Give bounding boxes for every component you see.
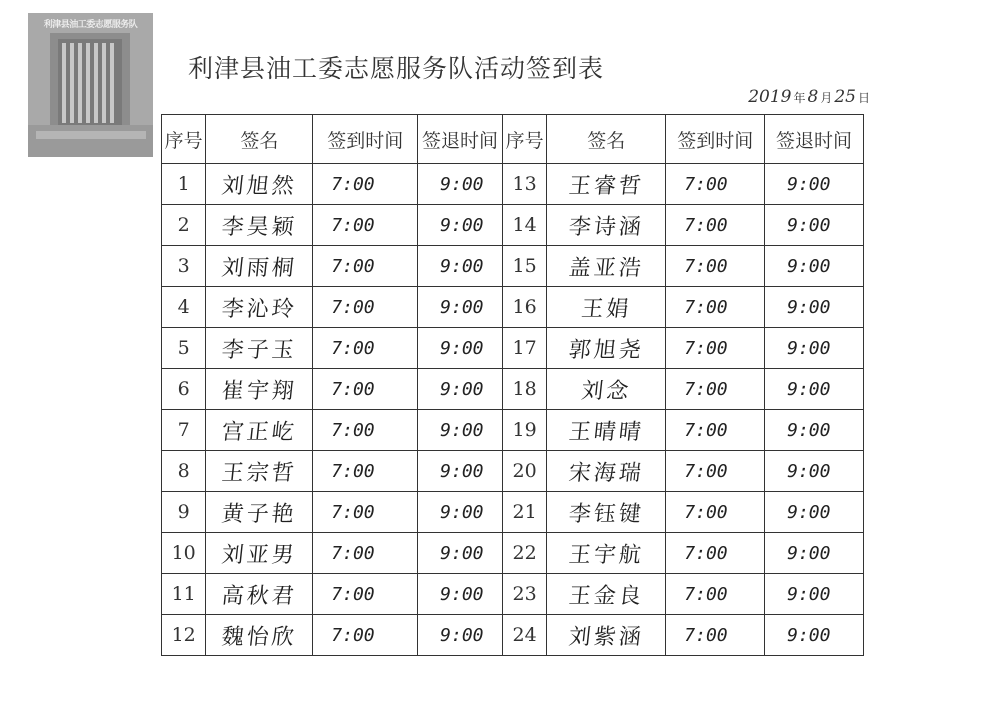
signature-cell: 刘旭然: [204, 164, 315, 205]
table-row: [162, 246, 864, 287]
serial-number-cell: 8: [162, 451, 206, 492]
checkin-time-cell: 7:00: [666, 287, 765, 328]
logo-caption: 利津县油工委志愿服务队: [43, 20, 138, 30]
checkin-time-cell: 7:00: [666, 246, 765, 287]
table-row: [162, 492, 864, 533]
serial-number-cell: 22: [502, 533, 546, 574]
serial-number-cell: 3: [162, 246, 206, 287]
checkin-time-cell: 7:00: [313, 574, 418, 615]
serial-number-cell: 19: [502, 410, 546, 451]
checkout-time-cell: 9:00: [765, 451, 864, 492]
checkout-time-cell: 9:00: [765, 164, 864, 205]
serial-number-cell: 20: [502, 451, 546, 492]
checkout-time-cell: 9:00: [765, 615, 864, 656]
date-year: 2019: [748, 87, 792, 107]
signature-cell: 王娟: [545, 287, 668, 328]
checkout-time-cell: 9:00: [765, 328, 864, 369]
checkin-time-cell: 7:00: [313, 246, 418, 287]
serial-number-cell: 1: [162, 164, 206, 205]
checkin-time-cell: 7:00: [313, 369, 418, 410]
signature-cell: 郭旭尧: [545, 328, 668, 369]
header-row: [162, 115, 864, 164]
serial-number-cell: 10: [162, 533, 206, 574]
table-row: [162, 451, 864, 492]
serial-number-cell: 21: [502, 492, 546, 533]
serial-number-cell: 2: [162, 205, 206, 246]
checkin-time-cell: 7:00: [313, 615, 418, 656]
signature-cell: 李诗涵: [545, 205, 668, 246]
checkin-time-cell: 7:00: [666, 205, 765, 246]
signature-cell: 李昊颖: [204, 205, 315, 246]
header-signature-left: 签名: [206, 115, 313, 164]
signature-cell: 王宗哲: [204, 451, 315, 492]
checkin-time-cell: 7:00: [666, 574, 765, 615]
checkout-time-cell: 9:00: [765, 369, 864, 410]
checkin-time-cell: 7:00: [666, 533, 765, 574]
serial-number-cell: 9: [162, 492, 206, 533]
checkout-time-cell: 9:00: [418, 451, 503, 492]
header-checkout-left: 签退时间: [418, 115, 503, 164]
header-no-left: 序号: [162, 115, 206, 164]
header-checkin-right: 签到时间: [666, 115, 765, 164]
checkin-time-cell: 7:00: [313, 451, 418, 492]
checkout-time-cell: 9:00: [765, 410, 864, 451]
checkin-time-cell: 7:00: [666, 369, 765, 410]
serial-number-cell: 7: [162, 410, 206, 451]
checkout-time-cell: 9:00: [418, 246, 503, 287]
checkin-time-cell: 7:00: [313, 287, 418, 328]
table-row: [162, 574, 864, 615]
page-title: 利津县油工委志愿服务队活动签到表: [188, 54, 605, 83]
date-month: 8: [807, 87, 819, 107]
checkin-time-cell: 7:00: [666, 451, 765, 492]
checkout-time-cell: 9:00: [418, 369, 503, 410]
checkin-time-cell: 7:00: [313, 205, 418, 246]
serial-number-cell: 11: [162, 574, 206, 615]
checkout-time-cell: 9:00: [765, 533, 864, 574]
header-signature-right: 签名: [547, 115, 666, 164]
checkout-time-cell: 9:00: [418, 615, 503, 656]
checkout-time-cell: 9:00: [418, 533, 503, 574]
signature-cell: 黄子艳: [204, 492, 315, 533]
serial-number-cell: 15: [502, 246, 546, 287]
table-row: [162, 205, 864, 246]
date-month-unit: 月: [820, 91, 833, 105]
checkout-time-cell: 9:00: [765, 574, 864, 615]
serial-number-cell: 5: [162, 328, 206, 369]
table-row: [162, 533, 864, 574]
checkout-time-cell: 9:00: [418, 164, 503, 205]
checkout-time-cell: 9:00: [418, 410, 503, 451]
table-row: [162, 287, 864, 328]
date-year-unit: 年: [793, 91, 806, 105]
checkin-time-cell: 7:00: [666, 164, 765, 205]
building-photo: [28, 13, 153, 157]
checkout-time-cell: 9:00: [418, 492, 503, 533]
table-row: [162, 328, 864, 369]
attendance-table: [161, 114, 864, 656]
signature-cell: 魏怡欣: [204, 615, 315, 656]
serial-number-cell: 23: [502, 574, 546, 615]
checkin-time-cell: 7:00: [666, 615, 765, 656]
serial-number-cell: 13: [502, 164, 546, 205]
serial-number-cell: 14: [502, 205, 546, 246]
signature-cell: 王宇航: [545, 533, 668, 574]
signature-cell: 盖亚浩: [545, 246, 668, 287]
signature-cell: 崔宇翔: [204, 369, 315, 410]
table-row: [162, 369, 864, 410]
signature-cell: 刘雨桐: [204, 246, 315, 287]
checkin-time-cell: 7:00: [313, 410, 418, 451]
checkout-time-cell: 9:00: [418, 574, 503, 615]
serial-number-cell: 4: [162, 287, 206, 328]
signature-cell: 刘紫涵: [545, 615, 668, 656]
checkout-time-cell: 9:00: [418, 205, 503, 246]
checkin-time-cell: 7:00: [313, 533, 418, 574]
signature-cell: 高秋君: [204, 574, 315, 615]
signature-cell: 李子玉: [204, 328, 315, 369]
signature-cell: 王睿哲: [545, 164, 668, 205]
serial-number-cell: 24: [502, 615, 546, 656]
signature-cell: 刘亚男: [204, 533, 315, 574]
serial-number-cell: 16: [502, 287, 546, 328]
checkin-time-cell: 7:00: [666, 410, 765, 451]
table-row: [162, 164, 864, 205]
signature-cell: 宋海瑞: [545, 451, 668, 492]
checkin-time-cell: 7:00: [313, 328, 418, 369]
serial-number-cell: 18: [502, 369, 546, 410]
header-no-right: 序号: [502, 115, 546, 164]
sign-date: [748, 87, 872, 107]
checkout-time-cell: 9:00: [765, 287, 864, 328]
checkout-time-cell: 9:00: [765, 246, 864, 287]
checkin-time-cell: 7:00: [666, 328, 765, 369]
checkin-time-cell: 7:00: [313, 492, 418, 533]
signature-cell: 宫正屹: [204, 410, 315, 451]
serial-number-cell: 6: [162, 369, 206, 410]
serial-number-cell: 17: [502, 328, 546, 369]
table-body: [162, 164, 864, 656]
checkout-time-cell: 9:00: [418, 287, 503, 328]
checkin-time-cell: 7:00: [666, 492, 765, 533]
checkout-time-cell: 9:00: [765, 492, 864, 533]
signature-cell: 王晴晴: [545, 410, 668, 451]
date-day-unit: 日: [857, 91, 870, 105]
table-row: [162, 615, 864, 656]
checkout-time-cell: 9:00: [418, 328, 503, 369]
building-icon: [28, 13, 153, 157]
header-checkout-right: 签退时间: [765, 115, 864, 164]
checkout-time-cell: 9:00: [765, 205, 864, 246]
signature-cell: 刘念: [545, 369, 668, 410]
signature-cell: 王金良: [545, 574, 668, 615]
table-row: [162, 410, 864, 451]
header-checkin-left: 签到时间: [313, 115, 418, 164]
signature-cell: 李钰键: [545, 492, 668, 533]
signature-cell: 李沁玲: [204, 287, 315, 328]
date-day: 25: [834, 87, 856, 107]
serial-number-cell: 12: [162, 615, 206, 656]
checkin-time-cell: 7:00: [313, 164, 418, 205]
